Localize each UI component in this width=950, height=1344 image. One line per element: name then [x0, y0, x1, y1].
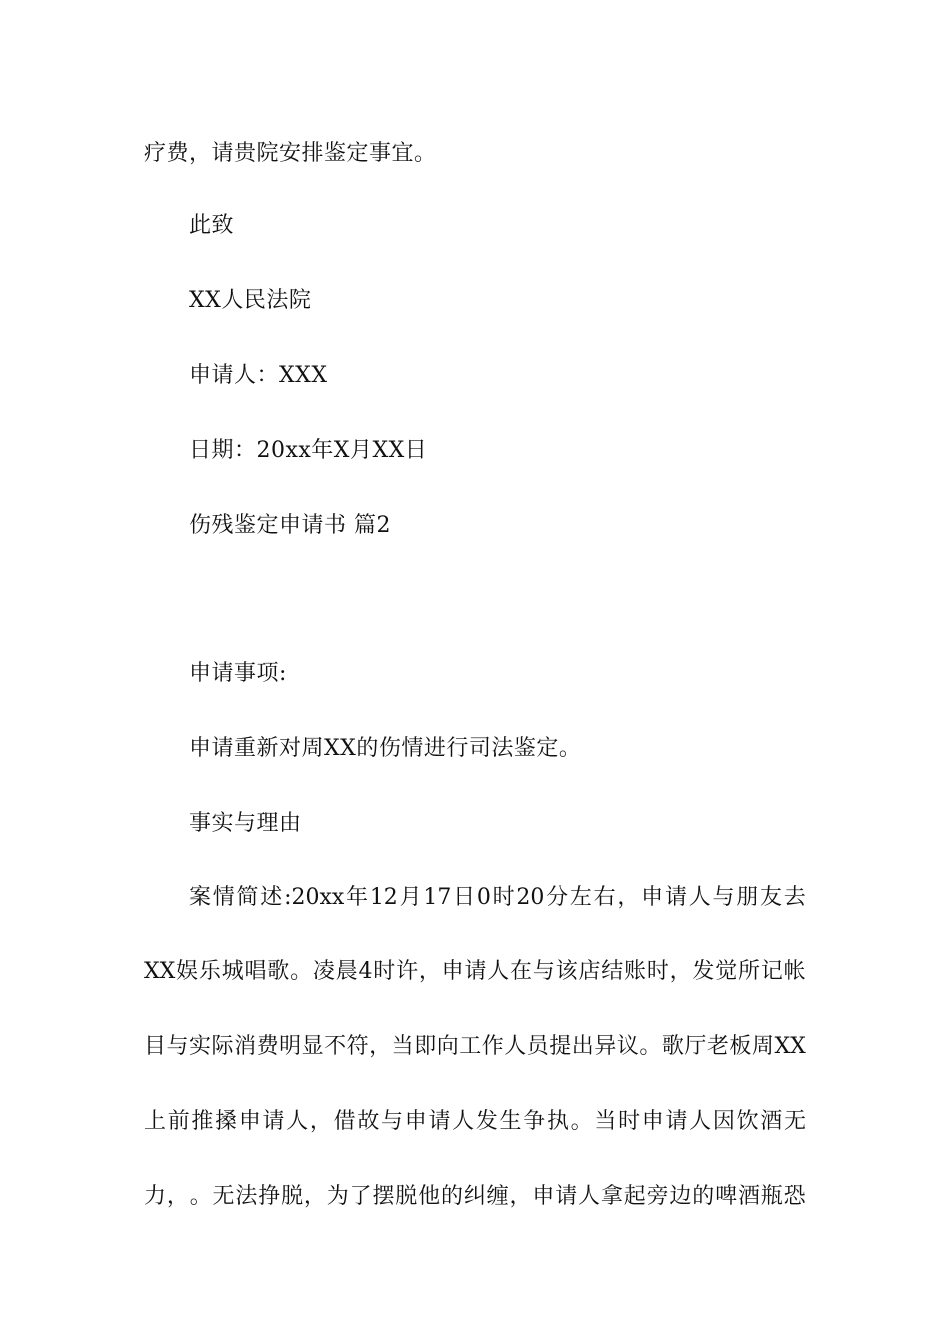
section-heading: 伤残鉴定申请书 篇2	[189, 513, 391, 538]
text-line-5: 日期：20xx年X月XX日	[189, 438, 428, 463]
paragraph-line-2: XX 娱 乐 城 唱 歌 。 凌 晨 4 时 许 ， 申 请 人 在 与 该 店 结 账 时 ， 发 觉 所 记 帐	[144, 959, 806, 984]
text-line-1: 疗费，请贵院安排鉴定事宜。	[144, 141, 437, 166]
paragraph-line-4: 上 前 推 搡 申 请 人 ， 借 故 与 申 请 人 发 生 争 执 。 当 时 申 请 人 因 饮 酒 无	[144, 1109, 806, 1134]
text-line-8: 申请重新对周XX的伤情进行司法鉴定。	[189, 736, 582, 761]
paragraph-line-3: 目 与 实 际 消 费 明 显 不 符 ， 当 即 向 工 作 人 员 提 出 异 议 。 歌 厅 老 板 周 XX	[144, 1034, 806, 1059]
text-line-7: 申请事项:	[189, 661, 287, 686]
text-line-9: 事实与理由	[189, 811, 302, 836]
text-line-3: XX人民法院	[189, 288, 312, 313]
paragraph-line-5: 力 ， 。 无 法 挣 脱 ， 为 了 摆 脱 他 的 纠 缠 ， 申 请 人 拿 起 旁 边 的 啤 酒 瓶 恐	[144, 1184, 806, 1209]
text-line-2: 此致	[189, 213, 235, 238]
text-line-4: 申请人：XXX	[189, 363, 328, 388]
paragraph-line-1: 案 情 简 述 :20xx 年 12 月 17 日 0 时 20 分 左 右 ， 申 请 人 与 朋 友 去	[189, 885, 806, 910]
